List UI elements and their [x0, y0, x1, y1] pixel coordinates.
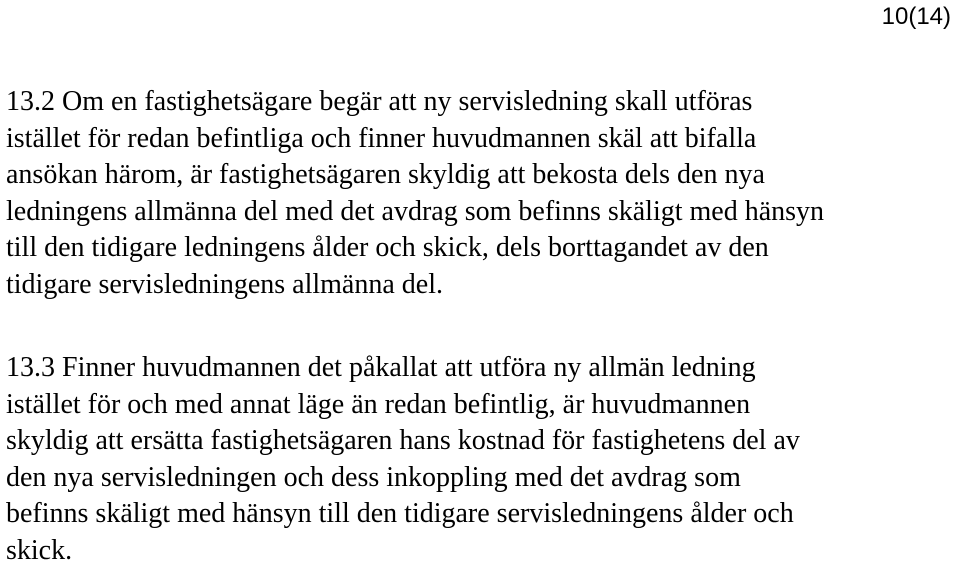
text-line: istället för och med annat läge än redan befintlig, är huvudmannen	[6, 388, 751, 420]
page-number: 10(14)	[881, 3, 951, 30]
text-line: skyldig att ersätta fastighetsägaren hans kostnad för fastighetens del av	[6, 425, 800, 457]
text-line: 13.2 Om en fastighetsägare begär att ny servisledning skall utföras	[6, 86, 753, 117]
text-line: den nya servisledningen och dess inkoppling med det avdrag som	[6, 461, 741, 493]
text-line: ledningens allmänna del med det avdrag som befinns skäligt med hänsyn	[6, 195, 825, 227]
section-13-2	[6, 84, 946, 304]
text-line: till den tidigare ledningens ålder och skick, dels borttagandet av den	[6, 232, 769, 264]
text-line: befinns skäligt med hänsyn till den tidigare servisledningens ålder och	[6, 498, 794, 530]
text-line: skick.	[6, 534, 73, 566]
section-13-3	[6, 350, 946, 570]
text-line: ansökan härom, är fastighetsägaren skyldig att bekosta dels den nya	[6, 159, 765, 191]
text-line: 13.3 Finner huvudmannen det påkallat att utföra ny allmän ledning	[6, 352, 756, 383]
text-line: tidigare servisledningens allmänna del.	[6, 268, 443, 300]
text-line: istället för redan befintliga och finner huvudmannen skäl att bifalla	[6, 122, 757, 154]
